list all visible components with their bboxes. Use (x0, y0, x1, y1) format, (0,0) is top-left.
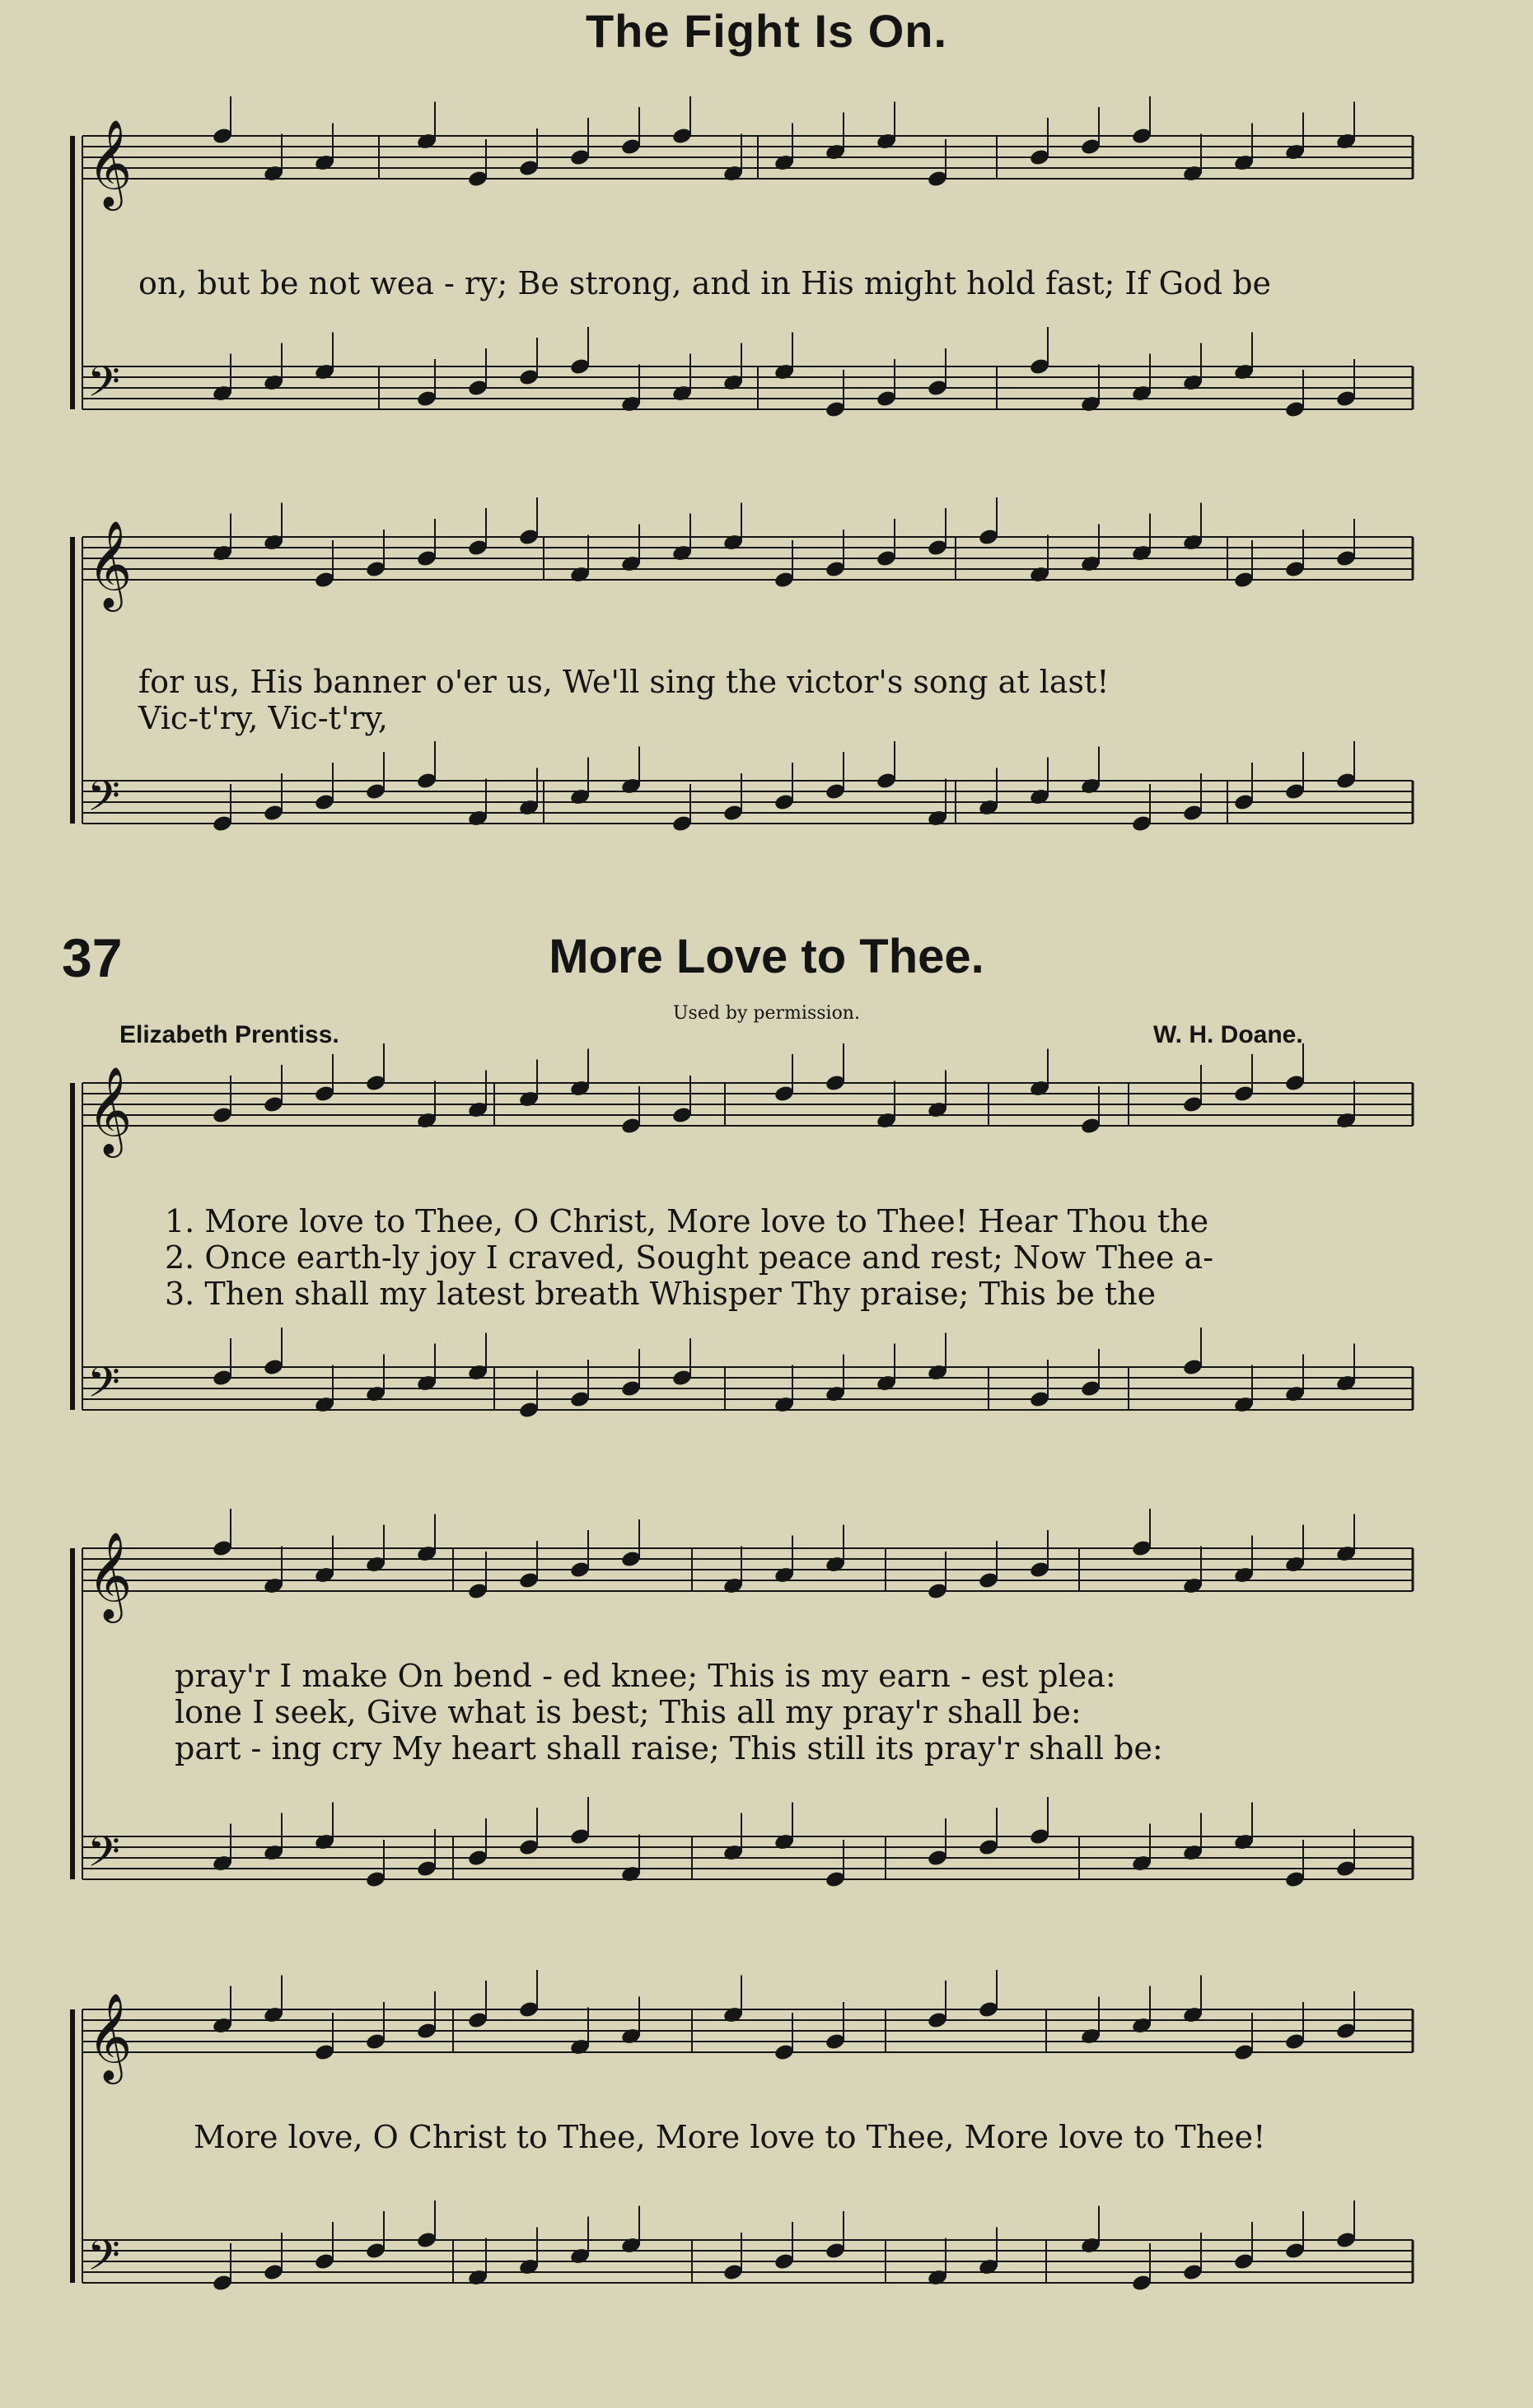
lyrics-top-line-2: for us, His banner o'er us, We'll sing the victor's song at last! (138, 664, 1110, 700)
lyrics-top-line-1: on, but be not wea - ry; Be strong, and in His might hold fast; If God be (138, 265, 1272, 301)
verse-3-line-2: part - ing cry My heart shall raise; This still its pray'r shall be: (175, 1730, 1163, 1766)
hymn-title-more-love-to-thee: More Love to Thee. (549, 930, 984, 983)
bass-clef: 𝄢 (87, 771, 120, 831)
bass-clef: 𝄢 (87, 1357, 120, 1417)
author-name: Elizabeth Prentiss. (119, 1021, 339, 1048)
composer-name: W. H. Doane. (1153, 1021, 1303, 1048)
treble-clef: 𝄞 (87, 1992, 133, 2080)
verse-2-line-1: 2. Once earth-ly joy I craved, Sought peace and rest; Now Thee a- (165, 1239, 1214, 1276)
hymn-title-the-fight-is-on: The Fight Is On. (585, 5, 948, 57)
treble-clef: 𝄞 (87, 1531, 133, 1619)
bass-clef: 𝄢 (87, 2230, 120, 2290)
hymn-number: 37 (62, 927, 123, 988)
treble-clef: 𝄞 (87, 1066, 133, 1154)
lyrics-top-line-2b: Vic-t'ry, Vic-t'ry, (138, 700, 388, 736)
verse-1-line-1: 1. More love to Thee, O Christ, More love to Thee! Hear Thou the (165, 1203, 1209, 1239)
permission-note: Used by permission. (673, 1003, 860, 1024)
verse-1-line-2: pray'r I make On bend - ed knee; This is my earn - est plea: (175, 1658, 1116, 1694)
bass-clef: 𝄢 (87, 1827, 120, 1887)
verse-3-line-1: 3. Then shall my latest breath Whisper Thy praise; This be the (165, 1276, 1157, 1312)
treble-clef: 𝄞 (87, 520, 133, 608)
bass-clef: 𝄢 (87, 357, 120, 417)
treble-clef: 𝄞 (87, 119, 133, 207)
verse-2-line-2: lone I seek, Give what is best; This all my pray'r shall be: (175, 1694, 1082, 1730)
refrain-lyrics: More love, O Christ to Thee, More love to Thee, More love to Thee! (194, 2119, 1266, 2155)
